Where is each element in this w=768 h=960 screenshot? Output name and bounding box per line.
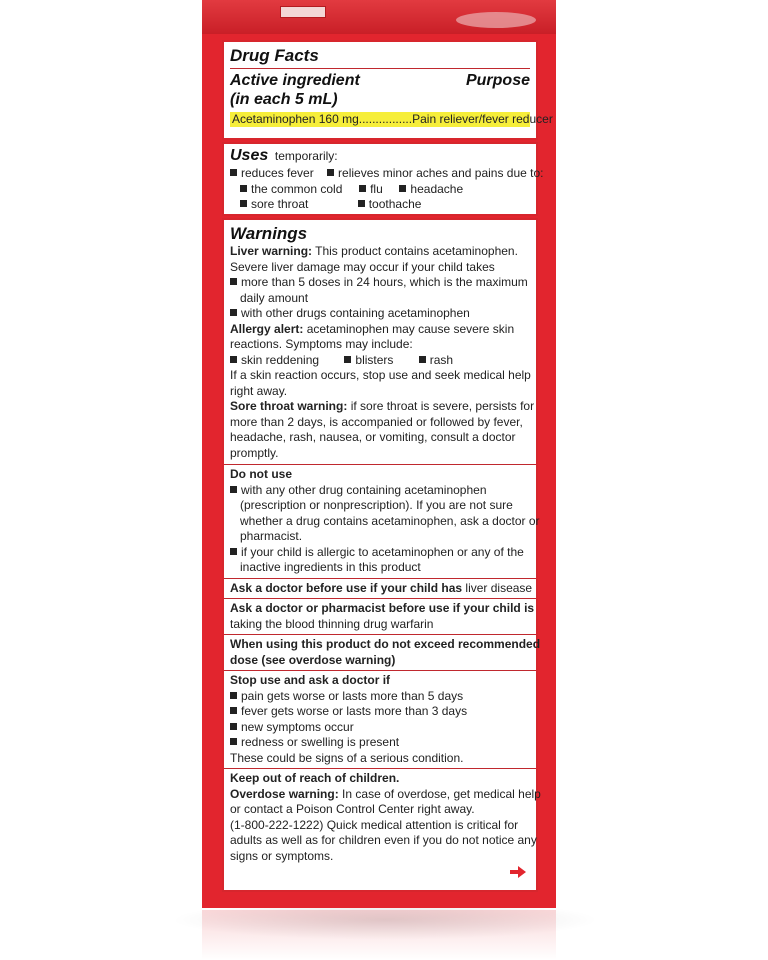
bullet-icon — [230, 309, 237, 316]
dnu-bullet-1c: whether a drug contains acetaminophen, ask a doctor or — [240, 513, 540, 528]
active-ingredient-sub: (in each 5 mL) — [230, 91, 338, 108]
bullet-icon — [359, 185, 366, 192]
bullet-icon — [230, 723, 237, 730]
allergy-line-4: right away. — [230, 383, 288, 398]
dnu-bullet-2a: if your child is allergic to acetaminophen or any of the — [241, 544, 524, 559]
drug-facts-section — [222, 40, 553, 140]
uses-row2 — [230, 182, 530, 198]
bullet-icon — [230, 169, 237, 176]
overdose-line-5: signs or symptoms. — [230, 848, 334, 863]
bullet-icon — [327, 169, 334, 176]
sore-throat-label: Sore throat warning: — [230, 399, 348, 413]
overdose-label: Overdose warning: — [230, 786, 339, 801]
keep-out-heading: Keep out of reach of children. — [230, 771, 400, 785]
bullet-icon — [230, 356, 237, 363]
stop-use-bullet-1: pain gets worse or lasts more than 5 days — [241, 688, 464, 703]
liver-bullet-2: with other drugs containing acetaminophen — [241, 306, 470, 320]
purpose-heading: Purpose — [465, 72, 530, 89]
overdose-text: In case of overdose, get medical help — [342, 786, 541, 801]
ask-pharmacist-heading: Ask a doctor or pharmacist before use if your child is — [230, 601, 535, 615]
allergy-alert-label: Allergy alert: — [230, 321, 304, 336]
use-sub-1: the common cold — [251, 181, 343, 196]
stop-use-footer: These could be signs of a serious condition. — [230, 750, 464, 765]
warnings-section — [222, 218, 541, 892]
stop-use-bullet-2: fever gets worse or lasts more than 3 days — [241, 704, 468, 718]
when-using-line-1: When using this product do not exceed recommended — [230, 637, 541, 651]
sore-line-4: promptly. — [230, 445, 279, 460]
dnu-bullet-1a: with any other drug containing acetaminophen — [241, 482, 487, 497]
bullet-icon — [419, 356, 426, 363]
overdose-line-4: adults as well as for children even if you do not notice any — [230, 833, 537, 847]
overdose-line-3: (1-800-222-1222) Quick medical attention is critical for — [230, 817, 519, 832]
sore-line-2: more than 2 days, is accompanied or followed by fever, — [230, 414, 523, 429]
liver-warning-text: This product contains acetaminophen. — [315, 244, 518, 258]
dnu-bullet-1d: pharmacist. — [240, 529, 303, 543]
liver-bullet-1a: more than 5 doses in 24 hours, which is the maximum — [241, 275, 528, 289]
active-ingredient-heading: Active ingredient — [230, 72, 360, 89]
divider — [230, 68, 530, 69]
box-top-strip — [202, 0, 556, 34]
symptom-1: skin reddening — [241, 352, 320, 367]
ingredient-text: Acetaminophen 160 mg................ — [232, 112, 413, 126]
when-using-line-2: dose (see overdose warning) — [230, 652, 396, 667]
divider — [224, 598, 536, 599]
bullet-icon — [240, 200, 247, 207]
ask-pharmacist-text: taking the blood thinning drug warfarin — [230, 616, 434, 631]
warnings-heading: Warnings — [230, 224, 308, 243]
ask-doctor-heading: Ask a doctor before use if your child has — [230, 580, 463, 595]
right-arrow-icon — [510, 866, 526, 878]
symptom-2: blisters — [355, 352, 394, 367]
top-oval-decoration — [456, 12, 536, 28]
use-sub-2: flu — [370, 181, 383, 196]
uses-heading: Uses — [230, 147, 269, 164]
stop-use-heading: Stop use and ask a doctor if — [230, 673, 391, 687]
box-reflection — [202, 910, 556, 960]
divider — [224, 670, 536, 671]
symptom-3: rash — [429, 352, 454, 367]
use-item-2: relieves minor aches and pains due to: — [338, 166, 544, 180]
uses-row3 — [230, 197, 530, 213]
purpose-text: Pain reliever/fever reducer — [412, 112, 553, 126]
allergy-line-3: If a skin reaction occurs, stop use and seek medical help — [230, 368, 531, 382]
ingredient-row — [230, 112, 553, 127]
use-sub-5: toothache — [368, 197, 422, 211]
use-sub-3: headache — [410, 181, 464, 196]
bullet-icon — [358, 200, 365, 207]
bullet-icon — [240, 185, 247, 192]
uses-row1 — [230, 166, 544, 182]
allergy-alert-text: acetaminophen may cause severe skin — [306, 321, 515, 336]
bullet-icon — [344, 356, 351, 363]
use-item-1: reduces fever — [241, 166, 314, 180]
sore-throat-text: if sore throat is severe, persists for — [350, 399, 535, 413]
bullet-icon — [230, 278, 237, 285]
bullet-icon — [230, 548, 237, 555]
top-label-box — [280, 6, 326, 18]
divider — [224, 634, 536, 635]
allergy-line-2: reactions. Symptoms may include: — [230, 337, 413, 351]
use-sub-4: sore throat — [251, 197, 309, 211]
sore-line-3: headache, rash, nausea, or vomiting, consult a doctor — [230, 430, 516, 444]
liver-line-2: Severe liver damage may occur if your child takes — [230, 259, 495, 274]
overdose-line-2: or contact a Poison Control Center right away. — [230, 802, 475, 816]
stop-use-bullet-3: new symptoms occur — [241, 719, 354, 734]
liver-bullet-1b: daily amount — [240, 290, 309, 305]
do-not-use-heading: Do not use — [230, 467, 292, 481]
dnu-bullet-1b: (prescription or nonprescription). If you are not sure — [240, 498, 513, 512]
bullet-icon — [230, 486, 237, 493]
divider — [224, 768, 536, 769]
divider — [224, 578, 536, 579]
symptoms-row — [230, 353, 530, 369]
uses-section — [222, 142, 544, 216]
uses-intro: temporarily: — [274, 149, 338, 163]
bullet-icon — [230, 738, 237, 745]
liver-warning-label: Liver warning: — [230, 244, 313, 258]
bullet-icon — [230, 707, 237, 714]
stop-use-bullet-4: redness or swelling is present — [241, 735, 400, 749]
bullet-icon — [230, 692, 237, 699]
divider — [224, 464, 536, 465]
drug-facts-title: Drug Facts — [230, 46, 319, 65]
dnu-bullet-2b: inactive ingredients in this product — [240, 560, 421, 574]
bullet-icon — [399, 185, 406, 192]
ask-doctor-text: liver disease — [465, 580, 533, 595]
